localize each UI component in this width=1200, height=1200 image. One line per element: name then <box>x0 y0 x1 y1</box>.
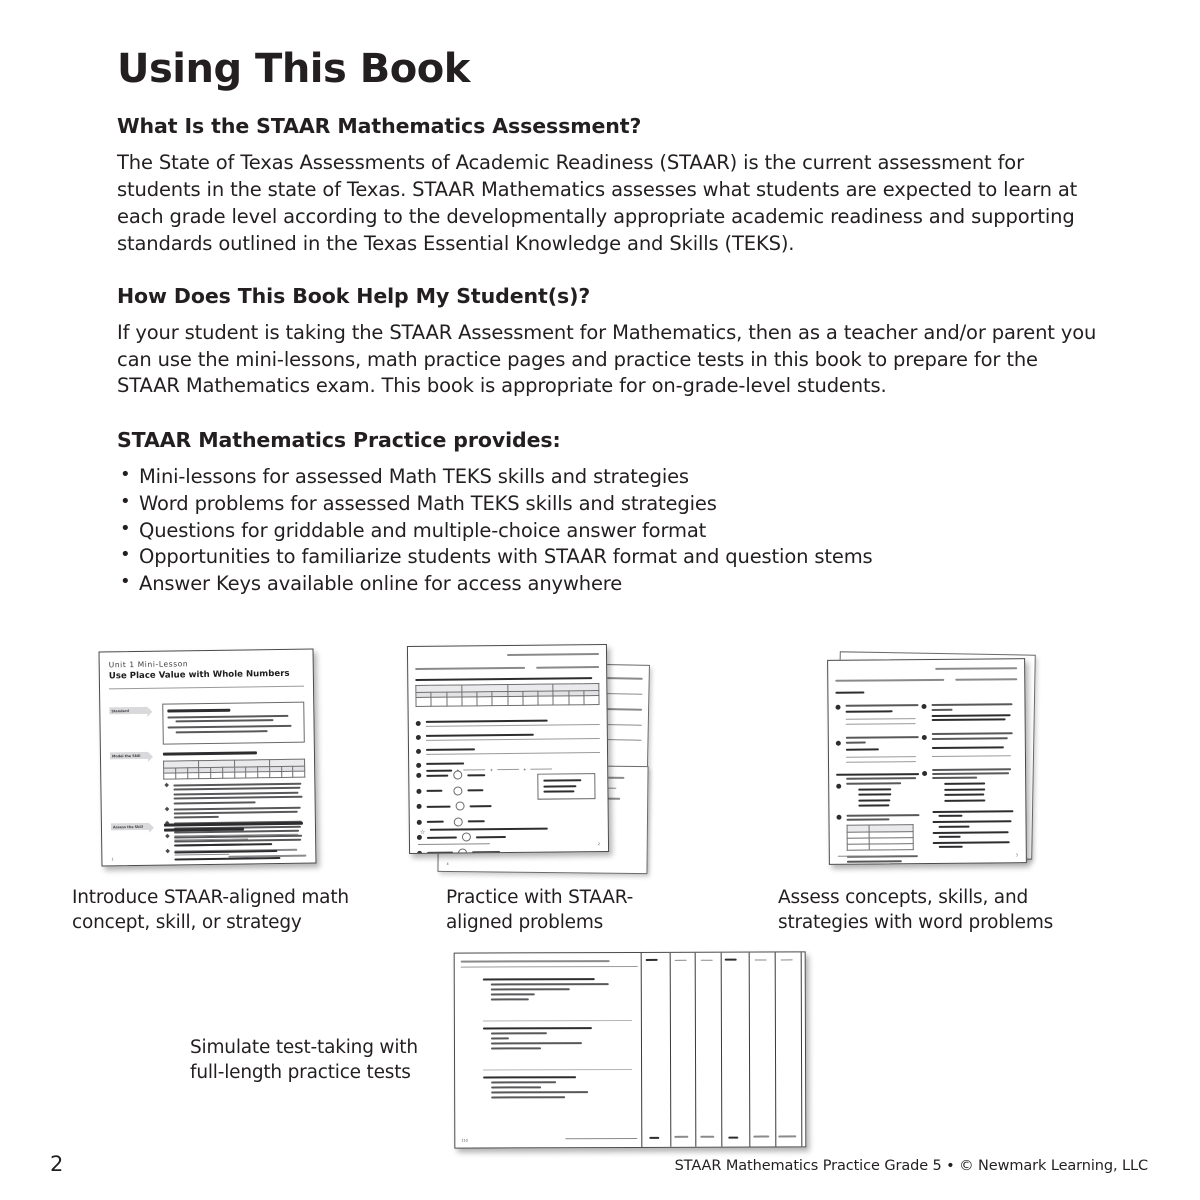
assess-directions <box>835 692 864 694</box>
figure-assess-stack <box>780 645 1040 870</box>
figure-caption-mini-lesson: Introduce STAAR-aligned math concept, skill, or strategy <box>72 887 349 933</box>
figure-practice-thumbnail: + + + ☆ 2 <box>407 644 609 854</box>
figure-caption-practice: Practice with STAAR-aligned problems <box>446 887 634 933</box>
footer-page-number: 2 <box>50 1152 64 1176</box>
list-item: • Answer Keys available online for access anywhere <box>117 571 1097 598</box>
figure-caption-assess: Assess concepts, skills, and strategies with word problems <box>778 887 1054 933</box>
assess-burger-table <box>847 825 914 852</box>
comparison-symbol-legend <box>537 773 595 800</box>
standard-box <box>162 702 305 745</box>
figure-practice-test-thumbnail <box>454 951 807 1148</box>
mini-lesson-page-number: 1 <box>111 857 114 862</box>
mini-lesson-title: Use Place Value with Whole Numbers <box>108 668 290 682</box>
place-value-chart <box>163 759 305 780</box>
tag-model-skill: Model the Skill <box>110 752 148 760</box>
provides-list <box>117 464 1097 598</box>
assess-running-head <box>935 668 1017 670</box>
model-prompt <box>163 752 257 756</box>
list-item: • Questions for griddable and multiple-choice answer format <box>117 518 1097 545</box>
mini-lesson-kicker: Unit 1 Mini-Lesson <box>108 659 189 670</box>
section-heading-provides: STAAR Mathematics Practice provides: <box>117 428 561 453</box>
test-question <box>483 978 638 1001</box>
practice-test-questions <box>483 976 638 1101</box>
figure-assess-thumbnail <box>827 658 1027 865</box>
assess-answer-options <box>932 810 1018 848</box>
page-title: Using This Book <box>117 46 470 92</box>
practice-page-number: 2 <box>597 842 601 847</box>
section-body-help: If your student is taking the STAAR Assessment for Mathematics, then as a teacher and/or parent you can use the mini-lessons, math practice pages and practice tests in this book to prepare for the STAAR Mathematics exam. This book is appropriate for on-grade-level students. <box>117 320 1097 398</box>
test-question <box>483 1027 638 1050</box>
figure-practice-stack <box>408 645 648 875</box>
list-item: • Word problems for assessed Math TEKS skills and strategies <box>117 491 1097 518</box>
assess-page-number: 3 <box>1015 853 1018 858</box>
footer-credit: STAAR Mathematics Practice Grade 5 • © Newmark Learning, LLC <box>674 1158 1148 1174</box>
practice-running-head <box>507 653 599 655</box>
tag-assess-skill: Assess the Skill <box>111 823 149 831</box>
section-heading-assessment: What Is the STAAR Mathematics Assessment? <box>117 114 642 138</box>
figure-mini-lesson-thumbnail: Unit 1 Mini-Lesson Use Place Value with Whole Numbers Standard Model the Skill ◆ ◆ ◆ Assess the Skill ◆ 1 <box>99 649 317 867</box>
test-question <box>483 1076 638 1099</box>
article-content <box>117 48 1097 598</box>
tag-standard: Standard <box>109 707 147 715</box>
figure-caption-practice-test: Simulate test-taking with full-length practice tests <box>190 1037 418 1083</box>
practice-directions <box>415 677 592 681</box>
list-item: • Opportunities to familiarize students with STAAR format and question stems <box>117 544 1097 571</box>
practice-test-running-head <box>461 960 610 962</box>
section-heading-help: How Does This Book Help My Student(s)? <box>117 283 591 308</box>
practice-test-page-number: 110 <box>461 1138 468 1143</box>
practice-place-value-chart <box>415 683 599 707</box>
list-item: • Mini-lessons for assessed Math TEKS skills and strategies <box>117 464 1097 491</box>
practice-page-back-1: 4 <box>437 764 648 874</box>
answer-key-columns <box>641 952 806 1147</box>
section-body-assessment: The State of Texas Assessments of Academic Readiness (STAAR) is the current assessment for students in the state of Texas. STAAR Mathematics assesses what students are expected to learn at each grade level according to the developmentally appropriate academic readiness and supporting standards outlined in the Texas Essential Knowledge and Skills (TEKS). <box>117 151 1078 255</box>
